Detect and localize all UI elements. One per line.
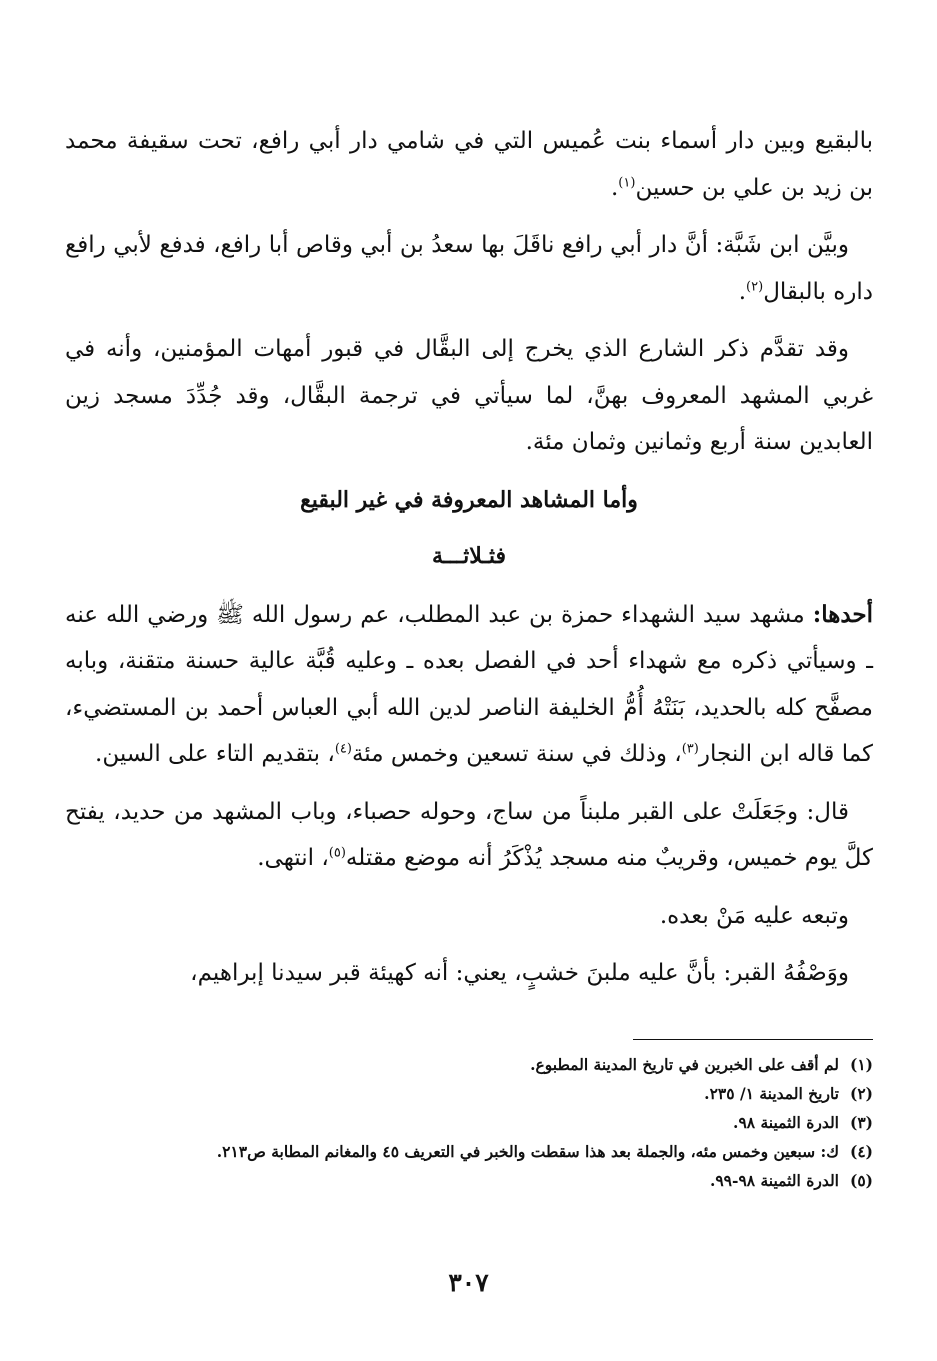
paragraph-1-end: . xyxy=(610,174,619,201)
paragraph-5-text-a: قال: وجَعَلَتْ على القبر ملبناً من ساج، وحوله حصباء، وباب المشهد من حديد، يفتح كلَّ يوم خميس، وقريبٌ منه مسجد يُذْكَرُ أنه موضع مقتله xyxy=(65,798,873,871)
footnote-number: (٣) xyxy=(849,1113,873,1132)
paragraph-2-end: . xyxy=(738,278,747,305)
footnote-text: تاريخ المدينة ١/ ٢٣٥. xyxy=(704,1084,839,1103)
footnote-ref-5: (٥) xyxy=(328,845,346,861)
paragraph-4-lead: أحدها: xyxy=(812,600,874,628)
footnote-ref-4: (٤) xyxy=(334,741,352,757)
footnote-item xyxy=(65,1108,873,1137)
footnote-text: الدرة الثمينة ٩٨-٩٩. xyxy=(709,1171,839,1190)
section-heading: وأما المشاهد المعروفة في غير البقيع xyxy=(300,486,638,513)
footnote-text: ك: سبعين وخمس مئه، والجملة بعد هذا سقطت والخبر في التعريف ٤٥ والمغانم المطابة ص٢١٣. xyxy=(216,1142,839,1161)
page-number: ٣٠٧ xyxy=(448,1268,489,1297)
paragraph-3 xyxy=(65,326,873,466)
footnote-item xyxy=(65,1079,873,1108)
paragraph-6-text: وتبعه عليه مَنْ بعده. xyxy=(659,902,849,929)
paragraph-7 xyxy=(65,950,873,997)
paragraph-3-text: وقد تقدَّم ذكر الشارع الذي يخرج إلى البقَّال في قبور أمهات المؤمنين، وأنه في غربي المشهد المعروف بهنَّ، لما سيأتي في ترجمة البقَّال، وقد جُدِّدَ مسجد زين العابدين سنة أربع وثمانين وثمان مئة. xyxy=(65,336,873,455)
paragraph-2-text: وبيَّن ابن شَبَّة: أنَّ دار أبي رافع ناقَلَ بها سعدُ بن أبي وقاص أبا رافع، فدفع لأبي رافع داره بالبقال xyxy=(65,232,873,305)
section-subheading: فثـلاثـــة xyxy=(432,543,506,569)
footnote-ref-3: (٣) xyxy=(681,741,699,757)
paragraph-6 xyxy=(65,893,873,940)
footnote-item xyxy=(65,1137,873,1166)
footnote-number: (١) xyxy=(849,1055,873,1074)
footnote-item xyxy=(65,1166,873,1195)
footnote-ref-1: (١) xyxy=(618,174,636,190)
paragraph-4-text-a: مشهد سيد الشهداء حمزة بن عبد المطلب، عم رسول الله ﷺ ورضي الله عنه ـ وسيأتي ذكره مع شهداء أحد في الفصل بعده ـ وعليه قُبَّة عالية حسنة متقنة، وبابه مصفَّح كله بالحديد، بَنَتْهُ أُمُّ الخليفة الناصر لدين الله أبي العباس أحمد بن المستضيء، كما قاله ابن النجار xyxy=(65,601,873,767)
paragraph-1 xyxy=(65,118,873,211)
paragraph-4-text-c: ، بتقديم التاء على السين. xyxy=(95,741,335,767)
footnote-item xyxy=(65,1050,873,1079)
paragraph-1-text: بالبقيع وبين دار أسماء بنت عُميس التي في شامي دار أبي رافع، تحت سقيفة محمد بن زيد بن علي بن حسين xyxy=(65,128,873,201)
footnote-number: (٢) xyxy=(849,1084,873,1103)
footnote-text: الدرة الثمينة ٩٨. xyxy=(733,1113,839,1132)
footnotes xyxy=(65,1050,873,1195)
footnote-ref-2: (٢) xyxy=(746,278,764,294)
footnote-text: لم أقف على الخبرين في تاريخ المدينة المطبوع. xyxy=(530,1055,839,1074)
footnote-separator xyxy=(633,1039,873,1040)
paragraph-5-text-b: ، انتهى. xyxy=(257,845,329,871)
footnote-number: (٥) xyxy=(849,1171,873,1190)
paragraph-7-text: ووَصْفُهُ القبر: بأنَّ عليه ملبنَ خشبٍ، يعني: أنه كهيئة قبر سيدنا إبراهيم، xyxy=(190,960,849,986)
paragraph-4-text-b: ، وذلك في سنة تسعين وخمس مئة xyxy=(351,741,682,767)
footnote-number: (٤) xyxy=(849,1142,873,1161)
paragraph-2 xyxy=(65,222,873,315)
main-text xyxy=(65,118,873,1008)
paragraph-4 xyxy=(65,592,873,778)
paragraph-5 xyxy=(65,789,873,882)
